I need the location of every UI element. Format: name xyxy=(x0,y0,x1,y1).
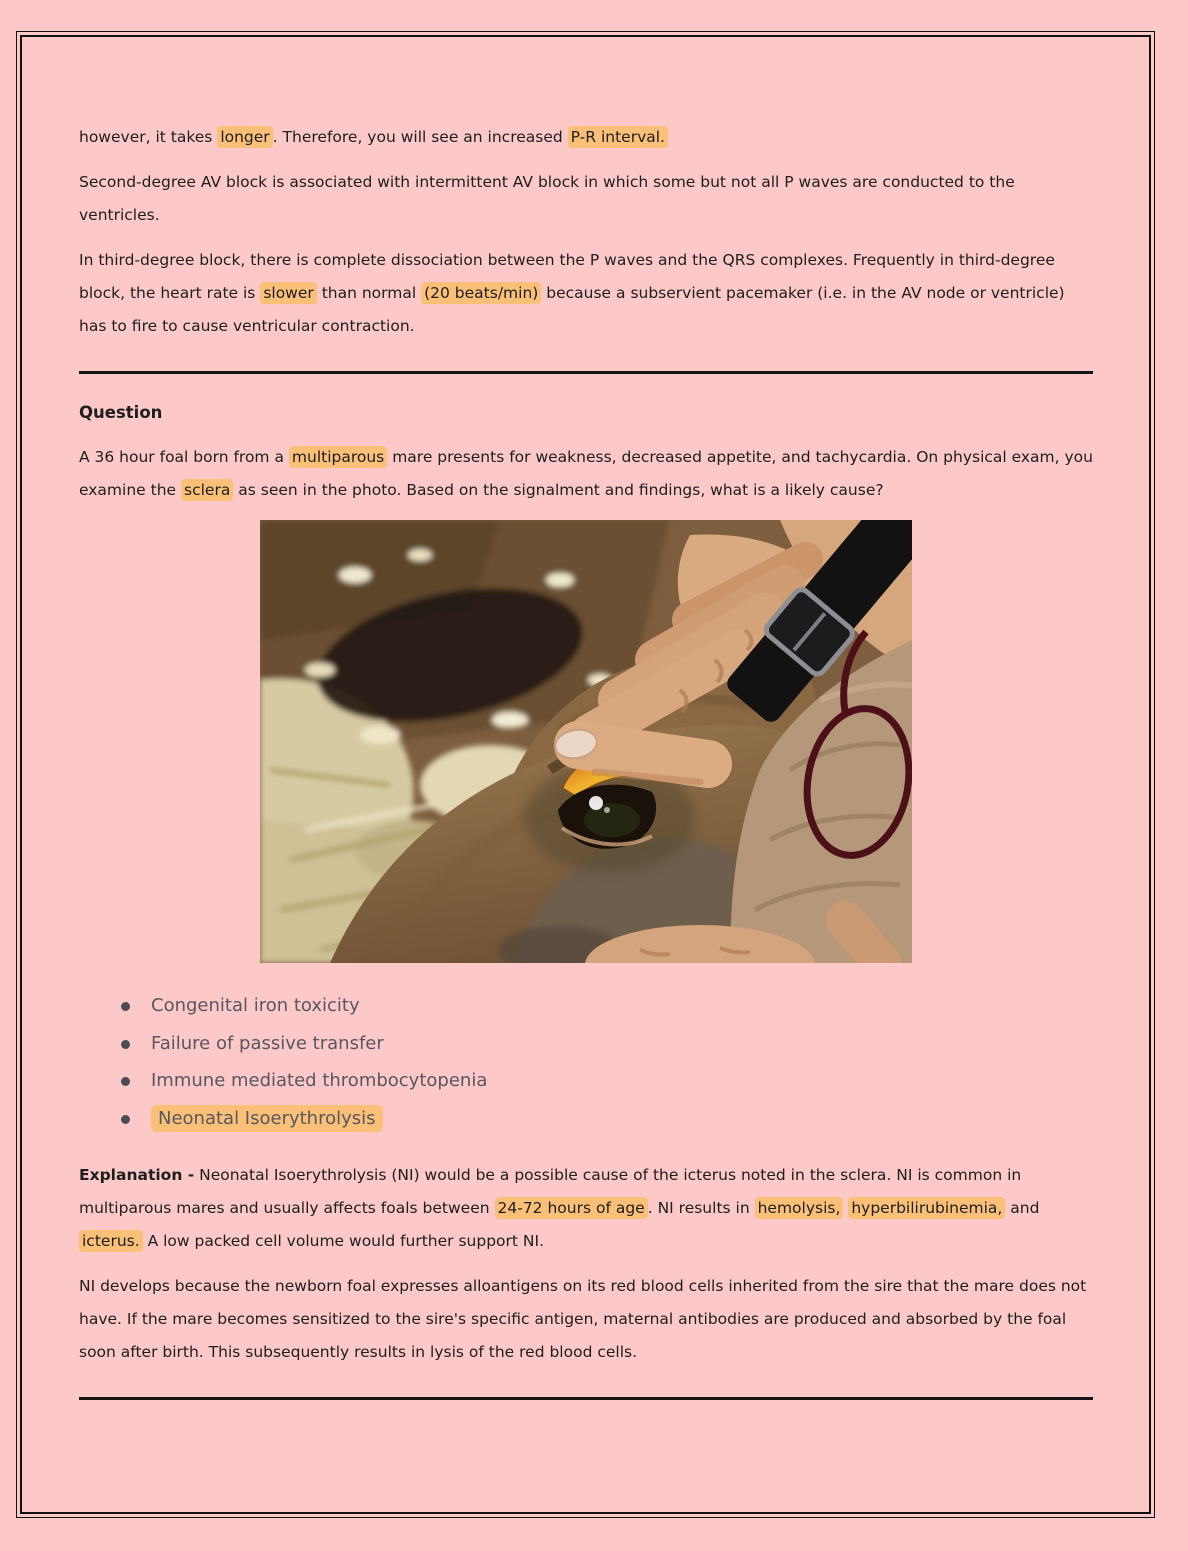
paragraph xyxy=(79,1270,1093,1369)
paragraph xyxy=(79,441,1093,507)
text-run: NI develops because the newborn foal expresses alloantigens on its red blood cells inherited from the sire that the mare does not have. If the mare becomes sensitized to the sire's specific antigen, maternal antibodies are produced and absorbed by the foal soon after birth. This subsequently results in lysis of the red blood cells. xyxy=(79,1277,1087,1361)
text-run: than normal xyxy=(316,284,422,302)
highlighted-text: Neonatal Isoerythrolysis xyxy=(151,1105,383,1132)
text-run: Failure of passive transfer xyxy=(151,1032,384,1054)
highlighted-text: P-R interval. xyxy=(568,126,668,148)
foal-eye-photo xyxy=(260,520,912,963)
eyelid-finger xyxy=(578,745,708,764)
paragraph xyxy=(79,244,1093,343)
text-run: however, it takes xyxy=(79,128,218,146)
text-run: . NI results in xyxy=(647,1199,755,1217)
highlighted-text: hemolysis, xyxy=(755,1197,844,1219)
answer-choice[interactable] xyxy=(119,1025,1093,1063)
highlighted-text: multiparous xyxy=(289,446,387,468)
text-run: Second-degree AV block is associated with intermittent AV block in which some but not all P waves are conducted to the ventricles. xyxy=(79,173,1015,224)
text-run: Congenital iron toxicity xyxy=(151,995,360,1016)
text-run: and xyxy=(1005,1199,1040,1217)
text-run: . Therefore, you will see an increased xyxy=(272,128,568,146)
paragraph xyxy=(79,121,1093,154)
answer-choices xyxy=(79,987,1093,1137)
text-run: A 36 hour foal born from a xyxy=(79,448,289,466)
document-frame-inner xyxy=(20,35,1151,1514)
text-run: Explanation - xyxy=(79,1166,195,1184)
text-run: In third-degree block, there is complete dissociation between the P waves and the QRS complexes. Frequently in third-degree block, the heart rate is xyxy=(79,251,1055,302)
highlighted-text: longer xyxy=(217,126,272,148)
answer-choice[interactable] xyxy=(119,1062,1093,1100)
answer-choice[interactable] xyxy=(119,987,1093,1025)
question-heading: Question xyxy=(79,403,163,422)
document-content xyxy=(79,121,1093,1400)
highlighted-text: (20 beats/min) xyxy=(421,282,541,304)
document-frame xyxy=(16,31,1155,1518)
highlighted-text: icterus. xyxy=(79,1230,143,1252)
highlighted-text: slower xyxy=(260,282,316,304)
text-run: mare presents for weakness, decreased appetite, and tachycardia. On physical exam, you examine the xyxy=(79,448,1093,499)
text-run: Neonatal Isoerythrolysis (NI) would be a possible cause of the icterus noted in the sclera. NI is common in multiparous mares and usually affects foals between xyxy=(79,1166,1022,1217)
section-divider xyxy=(79,1397,1093,1400)
text-run: because a subservient pacemaker (i.e. in the AV node or ventricle) has to fire to cause ventricular contraction. xyxy=(79,284,1065,335)
highlighted-text: hyperbilirubinemia, xyxy=(848,1197,1005,1219)
section-divider xyxy=(79,371,1093,374)
paragraph xyxy=(79,166,1093,232)
answer-choice[interactable] xyxy=(119,1100,1093,1138)
text-run: A low packed cell volume would further support NI. xyxy=(142,1232,544,1250)
highlighted-text: 24-72 hours of age xyxy=(495,1197,648,1219)
paragraph xyxy=(79,1159,1093,1258)
text-run: as seen in the photo. Based on the signalment and findings, what is a likely cause? xyxy=(233,481,884,499)
highlighted-text: sclera xyxy=(181,479,233,501)
text-run: Immune mediated thrombocytopenia xyxy=(151,1070,488,1091)
